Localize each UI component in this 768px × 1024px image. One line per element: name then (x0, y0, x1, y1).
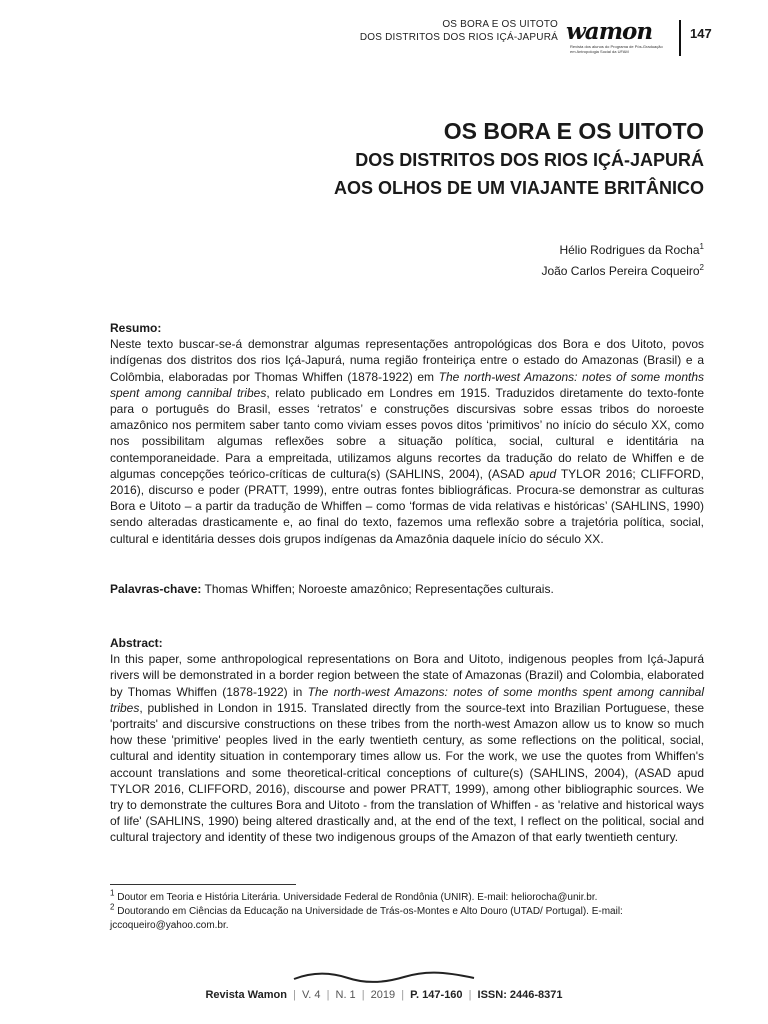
footnote-mark: 2 (110, 902, 115, 912)
footer-year: 2019 (370, 989, 396, 1001)
keywords-section (110, 581, 704, 597)
footnote-2 (110, 902, 704, 933)
abstract-section (110, 635, 704, 846)
footer-journal: Revista Wamon (205, 989, 287, 1001)
resumo-label: Resumo: (110, 321, 162, 335)
footer-separator: | (401, 989, 405, 1001)
resumo-text-part: TYLOR 2016; CLIFFORD, 2016), discurso e poder (PRATT, 1999), entre outras fontes bibliográficas. Procura-se demonstrar as culturas Bora e Uitoto – a partir da tradução de Whiffen – como ‘formas de vida relativas e históricas’ (SAHLINS, 1990) sendo alteradas drasticamente e, ao final do texto, fazemos uma reflexão sobre a trajetória política, social, cultural e identitária desses dois grupos indígenas da Amazônia daquele início do século XX. (110, 466, 705, 546)
keywords-text: Thomas Whiffen; Noroeste amazônico; Representações culturais. (201, 582, 554, 596)
resumo-text-part: Neste texto buscar-se-á demonstrar algumas representações antropológicas dos Bora e dos Uitoto, povos indígenas dos distritos dos rios Içá-Japurá, numa região fronteiriça entre o estado do Amazonas (Brasil) e a Colômbia, elaboradas por Thomas Whiffen (1878-1922) em (110, 337, 704, 384)
journal-logo (566, 20, 670, 54)
article-title: OS BORA E OS UITOTO (443, 118, 704, 144)
keywords-label: Palavras-chave: (110, 582, 202, 596)
keywords-line (110, 581, 704, 597)
footer-wave-ornament (292, 970, 476, 984)
page-number: 147 (690, 26, 712, 41)
author-1 (541, 240, 704, 261)
author-name: Hélio Rodrigues da Rocha (559, 243, 700, 257)
footnote-rule (110, 884, 296, 885)
footer-volume: V. 4 (301, 989, 321, 1001)
abstract-book-title: The north-west Amazons: notes of some months spent among cannibal tribes (110, 684, 704, 715)
footnote-ref[interactable]: 1 (699, 242, 704, 251)
page-footer (0, 989, 768, 1001)
footer-number: N. 1 (335, 989, 356, 1001)
footnote-text: Doutor em Teoria e História Literária. Universidade Federal de Rondônia (UNIR). E-mail: heliorocha@unir.br. (114, 892, 598, 903)
logo-subtitle-line1: Revista dos alunos do Programa de Pós-Graduação (570, 44, 663, 49)
abstract-text-part: In this paper, some anthropological representations on Bora and Uitoto, indigenous peoples from Içá-Japurá rivers will be demonstrated in a border region between the state of Amazonas (Brazil) and Colombia, elaborated by Thomas Whiffen (1878-1922) in (110, 652, 704, 699)
resumo-section (110, 320, 704, 547)
author-list (541, 240, 704, 282)
article-subtitle-line1: DOS DISTRITOS DOS RIOS IÇÁ-JAPURÁ (355, 150, 704, 170)
footer-separator: | (361, 989, 365, 1001)
footer-separator: | (326, 989, 330, 1001)
resumo-book-title: The north-west Amazons: notes of some months spent among cannibal tribes (110, 369, 705, 400)
footer-pages: P. 147-160 (410, 989, 463, 1001)
footer-issn: ISSN: 2446-8371 (477, 989, 563, 1001)
header-divider (679, 20, 681, 56)
footer-separator: | (468, 989, 472, 1001)
article-subtitle-line2: AOS OLHOS DE UM VIAJANTE BRITÂNICO (333, 178, 704, 198)
running-title-line2: DOS DISTRITOS DOS RIOS IÇÁ-JAPURÁ (359, 32, 558, 43)
footer-separator: | (293, 989, 296, 1001)
article-title-block (334, 116, 704, 202)
abstract-label: Abstract: (110, 636, 163, 650)
logo-subtitle-line2: em Antropologia Social da UFAM (570, 49, 629, 54)
footnote-text: Doutorando em Ciências da Educação na Universidade de Trás-os-Montes e Alto Douro (UTAD/ Portugal). E-mail: jccoqueiro@yahoo.com.br. (110, 906, 623, 931)
footnote-mark: 1 (110, 888, 115, 898)
footnotes (110, 888, 704, 933)
abstract-text (110, 651, 704, 845)
author-2 (541, 261, 704, 282)
resumo-apud: apud (529, 466, 557, 481)
author-name: João Carlos Pereira Coqueiro (541, 264, 700, 278)
logo-wordmark: wamon (566, 18, 653, 45)
footnote-ref[interactable]: 2 (699, 263, 704, 272)
resumo-text-part: , relato publicado em Londres em 1915. Traduzidos diretamente do texto-fonte para o português do Brasil, esses ‘retratos’ e construções discursivas sobre essas tribos do noroeste amazônico nos permitem saber tanto como viviam esses povos ditos ‘primitivos’ no início do século XX, como nos possibilitam algumas reflexões sobre a situação política, social, cultural e identitária na contemporaneidade. Para a empreitada, utilizamos alguns recortes da tradução do relato de Whiffen e de algumas concepções teórico-críticas de cultura(s) (SAHLINS, 2004), (ASAD (110, 385, 705, 481)
footnote-1 (110, 888, 704, 905)
abstract-text-part: , published in London in 1915. Translated directly from the source-text into Brazilian Portuguese, these 'portraits' and discursive constructions on these tribes from the north-west Amazon allow us to know so much how these 'primitive' peoples lived in the early twentieth century, as some reflections on the political, social, cultural and identity situation in contemporary times allow us. For the work, we use the quotes from Whiffen's account translations and some theoretical-critical conceptions of culture(s) (SAHLINS, 2004), (ASAD apud TYLOR 2016, CLIFFORD, 2016), discourse and power PRATT, 1999), among other bibliographic sources. We try to demonstrate the cultures Bora and Uitoto - from the translation of Whiffen - as 'relative and historical ways of life' (SAHLINS, 1990) being altered drastically and, at the end of the text, I reflect on the political, social and cultural trajectory and identity of these two indigenous groups of the Amazon of that early twentieth century. (110, 700, 704, 845)
running-header (300, 18, 558, 44)
running-title-line1: OS BORA E OS UITOTO (442, 19, 558, 30)
resumo-text (110, 336, 704, 547)
